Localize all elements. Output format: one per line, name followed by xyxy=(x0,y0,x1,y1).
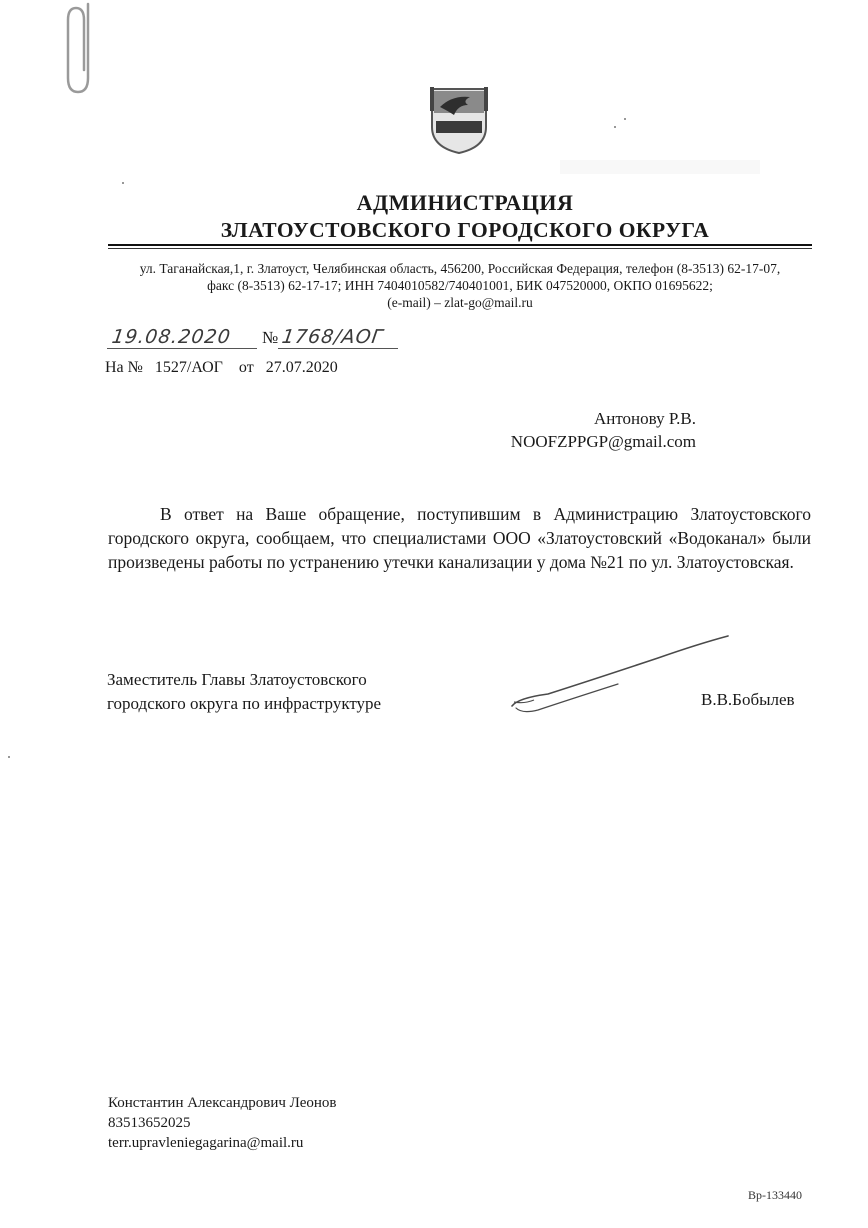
scan-speck xyxy=(614,126,616,128)
number-sign: № xyxy=(262,328,279,347)
signatory-title xyxy=(107,668,507,716)
org-name-line2: ЗЛАТОУСТОВСКОГО ГОРОДСКОГО ОКРУГА xyxy=(220,218,710,242)
executor-phone: 83513652025 xyxy=(108,1115,191,1131)
scan-speck xyxy=(624,118,626,120)
signatory-title-line1: Заместитель Главы Златоустовского xyxy=(107,670,367,689)
header-divider-thin xyxy=(108,248,812,249)
scan-speck xyxy=(8,756,10,758)
signatory-title-line2: городского округа по инфраструктуре xyxy=(107,694,382,713)
reply-reference: На № 1527/АОГ от 27.07.2020 xyxy=(105,359,338,376)
contact-address: ул. Таганайская,1, г. Златоуст, Челябинская область, 456200, Российская Федерация, телефон (8-3513) 62-17-07, xyxy=(139,261,781,276)
executor-name: Константин Александрович Леонов xyxy=(108,1095,337,1111)
contact-requisites: факс (8-3513) 62-17-17; ИНН 7404010582/740401001, БИК 047520000, ОКПО 01695622; xyxy=(207,278,713,293)
header-divider xyxy=(108,244,812,246)
letter-body: В ответ на Ваше обращение, поступившим в Администрацию Златоустовского городского округа, сообщаем, что специалистами ООО «Златоустовский «Водоканал» были произведены работы по устранению утечки канализации у дома №21 по ул. Златоустовская. xyxy=(108,504,811,572)
coat-of-arms-emblem xyxy=(424,85,494,155)
executor-block xyxy=(108,1093,337,1153)
org-name-line1: АДМИНИСТРАЦИЯ xyxy=(356,190,574,215)
addressee-email: NOOFZPPGP@gmail.com xyxy=(510,432,696,451)
bleed-through-text xyxy=(560,160,760,174)
date-underline xyxy=(107,348,257,349)
scan-speck xyxy=(122,182,124,184)
registration-number: 1768/АОГ xyxy=(280,326,385,348)
document-code: Вр-133440 xyxy=(748,1188,802,1202)
addressee-name: Антонову Р.В. xyxy=(593,409,696,428)
executor-email: terr.upravleniegagarina@mail.ru xyxy=(108,1135,304,1151)
contact-email: (e-mail) – zlat-go@mail.ru xyxy=(387,295,533,310)
signatory-name: В.В.Бобылев xyxy=(701,690,795,709)
registration-date: 19.08.2020 xyxy=(110,326,233,348)
paperclip-icon xyxy=(60,0,120,100)
handwritten-signature xyxy=(508,628,733,718)
number-underline xyxy=(278,348,398,349)
